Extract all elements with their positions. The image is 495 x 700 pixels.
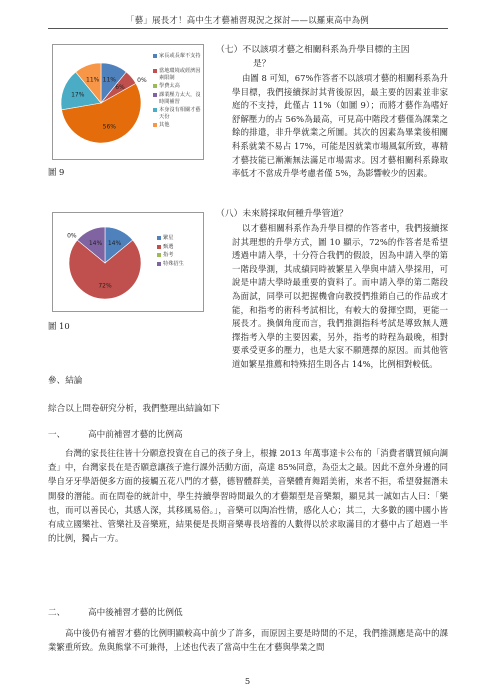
legend-label: 當地環境或經濟因素限制 — [159, 68, 201, 81]
legend-label: 本身沒有相關才藝天份 — [159, 107, 201, 120]
running-header: 「藝」展長才！高中生才藝補習現況之探討——以羅東高中為例 — [126, 15, 369, 25]
legend-swatch — [157, 253, 161, 257]
legend-label: 學費太高 — [159, 83, 180, 90]
legend-item — [153, 92, 201, 105]
pie-slice-label: 6% — [115, 84, 125, 92]
figure-9-caption: 圖 9 — [48, 167, 65, 177]
legend-swatch — [153, 123, 157, 127]
legend-swatch — [157, 245, 161, 249]
section-2-number: 二、 — [48, 608, 66, 618]
section-1-number: 一、 — [48, 430, 66, 440]
pie-slice-label: 56% — [102, 123, 116, 131]
legend-swatch — [153, 54, 157, 58]
legend-item — [157, 244, 201, 251]
pie-slice-label: 14% — [107, 239, 122, 247]
pie-slice-label: 72% — [98, 282, 112, 290]
pie-slice-label: 11% — [102, 76, 116, 84]
figure-9-chart — [52, 44, 204, 160]
legend-item — [153, 107, 201, 120]
legend-swatch — [153, 108, 157, 112]
legend-label: 繁星 — [163, 235, 174, 241]
section-1-paragraph: 台灣的家長往往皆十分願意投資在自己的孩子身上，根據 2013 年萬事達卡公布的「消費者購買傾向調查」中，台灣家長在是否願意讓孩子進行課外活動方面，高達 85%同意，為亞太之最。因此不意外身邊的同學自牙牙學語便多方面的接觸五花八門的才藝，德智體群美，音樂體育舞蹈美術，來者不拒，希望發掘潛未開發的潛能。而在問卷的統計中，學生持續學習時間最久的才藝類型是音樂類，顯見其一誠如古人曰：「樂也，而可以善民心，其感人深，其移風易俗。」，音樂可以陶冶性情，感化人心；其二，大多數的國中國小皆有成立國樂社、管樂社及音樂班，結果便是長期音樂專長培養的人數得以於求取滿目的才藝中占了超過一半的比例，獨占一方。 — [48, 448, 448, 544]
legend-swatch — [157, 236, 161, 240]
section-2-title: 高中後補習才藝的比例低 — [88, 608, 183, 618]
pie-slice-label: 14% — [88, 239, 103, 247]
legend-label: 課業壓力太大，沒時間補習 — [159, 92, 201, 105]
section-2-paragraph: 高中後仍有補習才藝的比例明顯較高中前少了許多，而原因主要是時間的不足，我們推測應是高中的課業繁重所致。魚與熊掌不可兼得，上述也代表了當高中生在才藝與學業之間 — [48, 628, 448, 653]
legend-item — [157, 261, 201, 268]
legend-item — [153, 122, 201, 129]
legend-item — [153, 83, 201, 90]
section-1-title: 高中前補習才藝的比例高 — [88, 430, 183, 440]
q7-title-line1: （七）不以該項才藝之相關科系為升學目標的主因 — [216, 45, 410, 55]
pie-slice-label: 0% — [67, 232, 77, 240]
legend-swatch — [153, 84, 157, 88]
legend-swatch — [153, 93, 157, 97]
legend-item — [153, 68, 201, 81]
legend-label: 特殊招生 — [163, 260, 184, 267]
q7-title-line2: 是？ — [253, 59, 271, 69]
legend-item — [157, 235, 201, 242]
page-number: 5 — [244, 676, 251, 686]
legend-label: 家長或長輩不支持 — [159, 53, 201, 59]
header-rule — [48, 28, 448, 29]
q8-title: （八）未來將採取何種升學管道？ — [216, 209, 348, 219]
legend-label: 甄選 — [163, 243, 174, 250]
legend-item — [153, 53, 201, 60]
conclusion-intro: 綜合以上問卷研究分析，我們整理出結論如下 — [48, 404, 220, 414]
q7-paragraph: 由圖 8 可知，67%作答者不以該項才藝的相關科系為升學目標，我們接續探討其背後原因，最主要的因素並非家庭的不支持，此僅占 11%（如圖 9）；而將才藝作為嗜好舒解壓力的占 56%為最高，可見高中階段才藝僅為課業之餘的排遣，非升學就業之所圖。其次的因素為畢業後相關科系就業不易占 17%，可能是因就業市場風氣所致，專精才藝技能已漸漸無法滿足市場需求。因才藝相關科系錄取率低才不當成升學考慮者僅 5%，為影響較少的因素。 — [232, 73, 448, 179]
legend-label: 指考 — [163, 252, 174, 259]
figure-10-chart — [52, 212, 204, 312]
conclusion-heading: 參、結論 — [48, 376, 83, 386]
legend-item — [157, 252, 201, 259]
q8-paragraph: 以才藝相關科系作為升學目標的作答者中，我們接續探討其理想的升學方式，圖 10 顯示，72%的作答者是希望透過申請入學，十分符合我們的假設，因為申請入學的第一階段學測，其成績同時被繁星入學與申請入學採用，可說是申請大學時最重要的資料了。而申請入學的第二階段為面試，同學可以把握機會向教授們推銷自己的作品或才能，和指考的術科考試相比，有較大的發揮空間，更能一展長才。換個角度而言，我們推測指科考試是導致無人選擇指考入學的主要因素，另外，指考的時程為最晚，相對要承受更多的壓力，也是大家不願選擇的原因。而其他管道如繁星推薦和特殊招生則各占 14%，比例相對較低。 — [232, 223, 448, 369]
legend-swatch — [157, 262, 161, 266]
figure-10-caption: 圖 10 — [48, 321, 70, 331]
legend-label: 其他 — [159, 122, 170, 129]
pie-slice-label: 0% — [137, 76, 147, 84]
pie-slice-label: 11% — [86, 76, 100, 84]
pie-slice-label: 17% — [71, 91, 85, 99]
legend-swatch — [153, 69, 157, 73]
